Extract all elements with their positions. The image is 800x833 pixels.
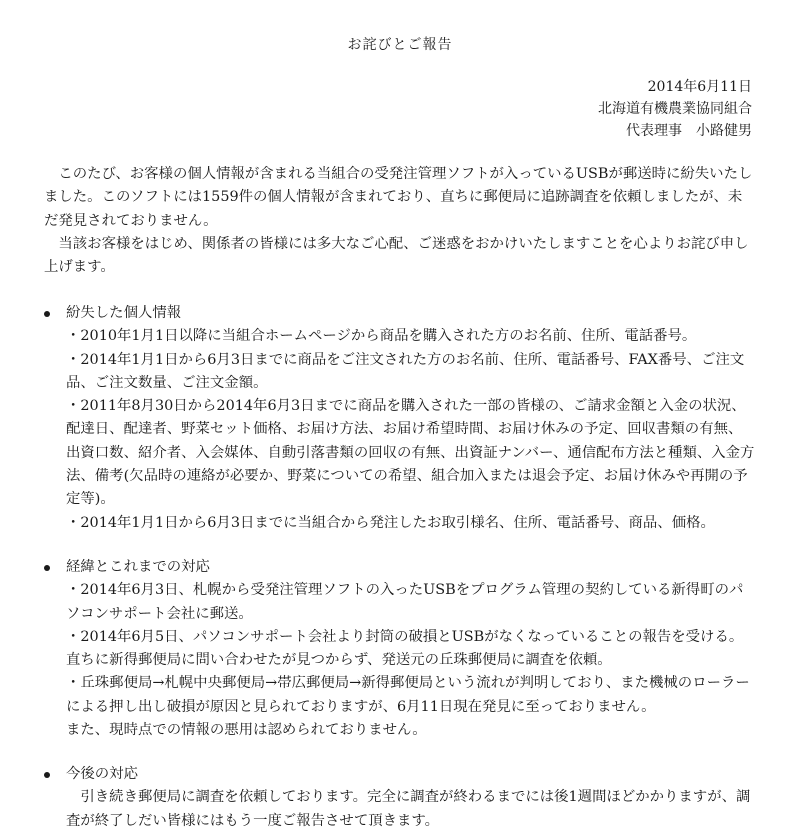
list-item: ・2014年1月1日から6月3日までに商品をご注文された方のお名前、住所、電話番号、FAX番号、ご注文品、ご注文数量、ご注文金額。 xyxy=(66,351,745,391)
bullet-icon xyxy=(44,565,50,571)
list-item: ・丘珠郵便局→札幌中央郵便局→帯広郵便局→新得郵便局という流れが判明しており、また機械のローラーによる押し出し破損が原因と見られておりますが、6月11日現在発見に至っておりません。 xyxy=(66,675,750,715)
list-item: ・2014年1月1日から6月3日までに当組合から発注したお取引様名、住所、電話番号、商品、価格。 xyxy=(66,514,715,531)
list-item: ・2014年6月5日、パソコンサポート会社より封筒の破損とUSBがなくなっていることの報告を受ける。直ちに新得郵便局に問い合わせたが見つからず、発送元の丘珠郵便局に調査を依頼。 xyxy=(66,628,744,669)
sender-block xyxy=(598,76,752,142)
list-item: ・2010年1月1日以降に当組合ホームページから商品を購入された方のお名前、住所、電話番号。 xyxy=(66,328,697,345)
bullet-icon xyxy=(44,311,50,317)
section-heading: 紛失した個人情報 xyxy=(66,305,182,321)
bullet-icon xyxy=(44,772,50,778)
date: 2014年6月11日 xyxy=(647,79,752,95)
organization-name: 北海道有機農業協同組合 xyxy=(598,101,752,117)
section-history xyxy=(44,556,756,742)
section-heading: 経緯とこれまでの対応 xyxy=(66,559,210,575)
section-future xyxy=(44,763,756,833)
list-item: また、現時点での情報の悪用は認められておりません。 xyxy=(66,722,427,739)
section-body xyxy=(44,325,756,535)
section-body xyxy=(44,786,756,833)
intro-paragraph: このたび、お客様の個人情報が含まれる当組合の受発注管理ソフトが入っているUSBが郵送時に紛失いたしました。このソフトには1559件の個人情報が含まれており、直ちに郵便局に追跡調査を依頼しましたが、未だ発見されておりません。 xyxy=(44,166,753,229)
page-title: お詫びとご報告 xyxy=(347,37,453,53)
intro-paragraph: 当該お客様をはじめ、関係者の皆様には多大なご心配、ご迷惑をおかけいたしますことを心よりお詫び申し上げます。 xyxy=(44,235,749,276)
representative-name: 代表理事 小路健男 xyxy=(626,123,752,139)
section-body xyxy=(44,579,756,742)
intro-text xyxy=(44,163,756,279)
list-item: ・2011年8月30日から2014年6月3日までに商品を購入された一部の皆様の、ご請求金額と入金の状況、配達日、配達者、野菜セット価格、お届け方法、お届け希望時間、お届け休みの予定、回収書類の有無、出資口数、紹介者、入会媒体、自動引落書類の回収の有無、出資証ナンバー、通信配布方法と種類、入金方法、備考(欠品時の連絡が必要か、野菜についての希望、組合加入または退会予定、お届け休みや再開の予定等)。 xyxy=(66,398,755,508)
list-item: 引き続き郵便局に調査を依頼しております。完全に調査が終わるまでには後1週間ほどかかりますが、調査が終了しだい皆様にはもう一度ご報告させて頂きます。 xyxy=(66,789,751,829)
list-item: ・2014年6月3日、札幌から受発注管理ソフトの入ったUSBをプログラム管理の契約している新得町のパソコンサポート会社に郵送。 xyxy=(66,582,744,622)
section-heading: 今後の対応 xyxy=(66,766,138,782)
section-lost-info xyxy=(44,302,756,535)
